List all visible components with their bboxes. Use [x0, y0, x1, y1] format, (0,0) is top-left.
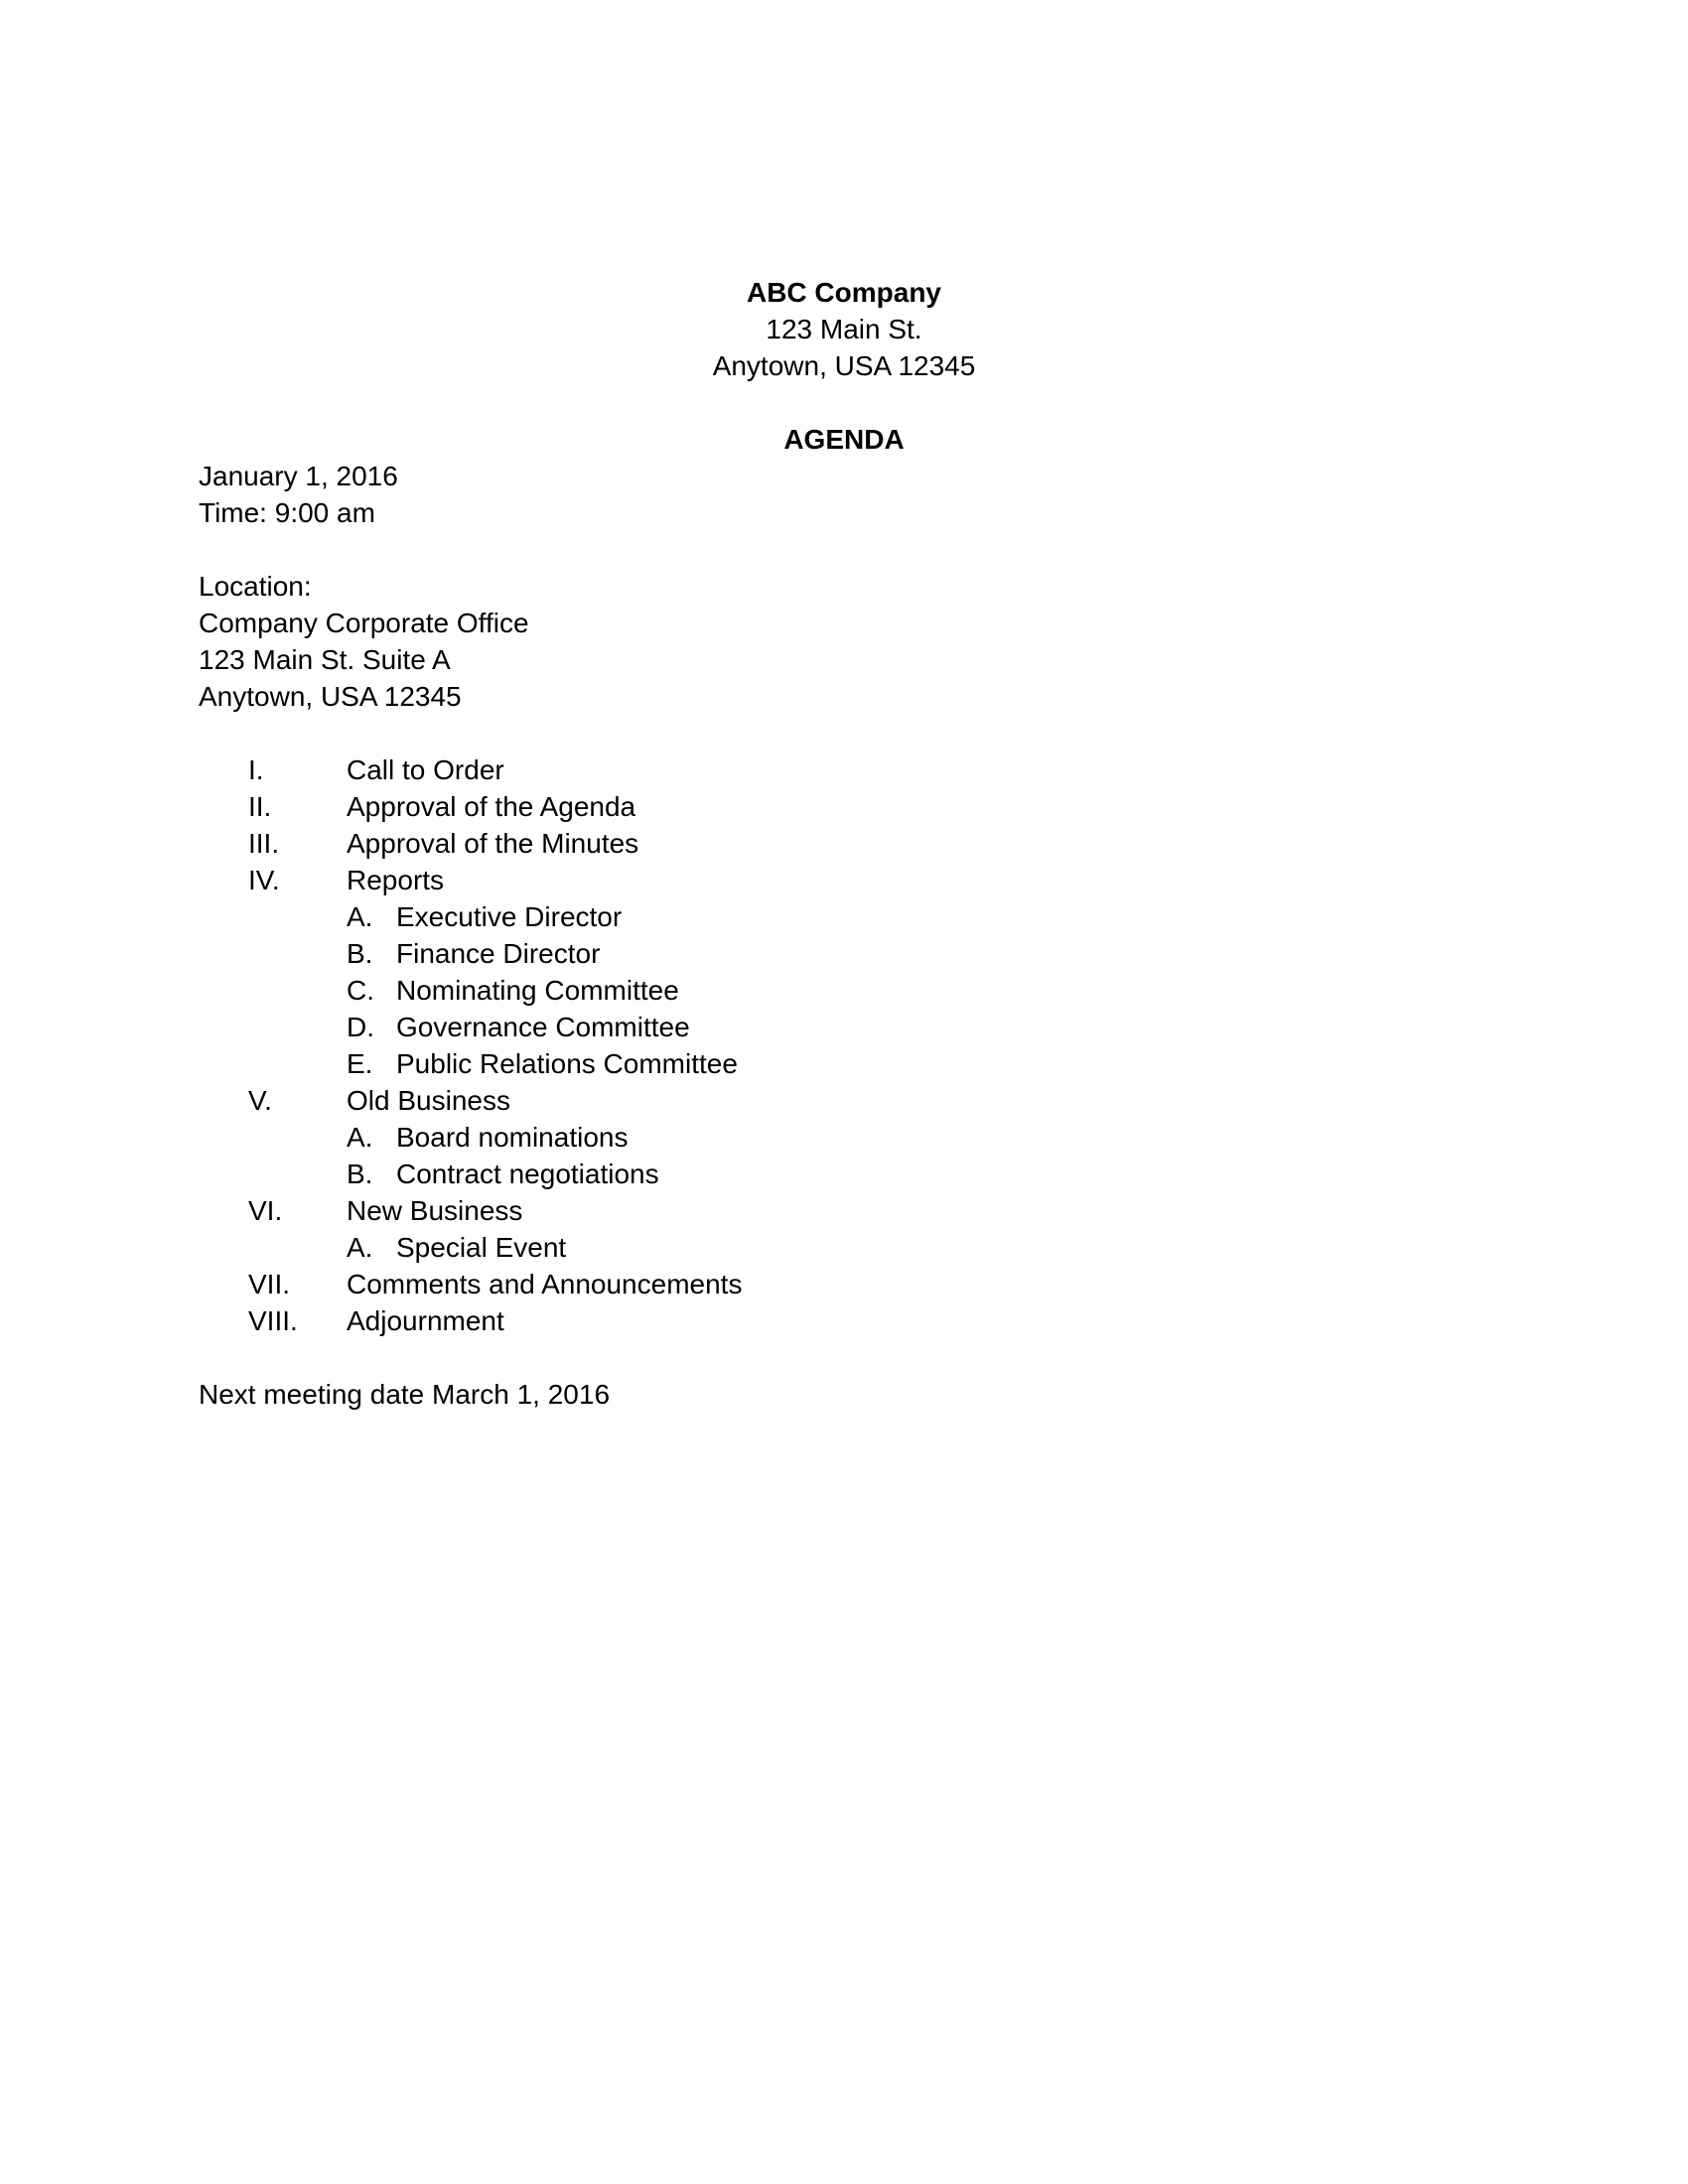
agenda-subitem-letter: E.: [347, 1048, 373, 1079]
agenda-subitem-letter: C.: [347, 975, 374, 1006]
agenda-subitem-letter: A.: [347, 901, 373, 932]
agenda-item-numeral: II.: [248, 791, 272, 822]
next-meeting-date: Next meeting date March 1, 2016: [199, 1379, 611, 1410]
location-name: Company Corporate Office: [199, 608, 529, 638]
agenda-subitem-letter: A.: [347, 1122, 373, 1153]
agenda-subitem-letter: A.: [347, 1232, 373, 1263]
agenda-item-text: Old Business: [347, 1085, 510, 1116]
agenda-item-numeral: III.: [248, 828, 280, 859]
agenda-subitem-text: Contract negotiations: [396, 1159, 659, 1189]
agenda-subitem-letter: D.: [347, 1012, 374, 1042]
agenda-subitem-letter: B.: [347, 938, 373, 969]
agenda-item-numeral: VIII.: [248, 1305, 298, 1336]
company-city: Anytown, USA 12345: [712, 350, 976, 381]
meeting-date: January 1, 2016: [199, 461, 398, 491]
company-name: ABC Company: [746, 277, 941, 308]
agenda-item-text: Comments and Announcements: [347, 1269, 743, 1299]
agenda-subitem-text: Governance Committee: [396, 1012, 690, 1042]
agenda-item-text: Approval of the Minutes: [347, 828, 639, 859]
agenda-item-numeral: VI.: [248, 1195, 283, 1226]
agenda-item-text: New Business: [347, 1195, 523, 1226]
agenda-item-numeral: IV.: [248, 865, 280, 895]
agenda-subitem-text: Nominating Committee: [396, 975, 679, 1006]
agenda-subitem-text: Executive Director: [396, 901, 623, 932]
agenda-item-text: Call to Order: [347, 754, 504, 785]
meeting-time: Time: 9:00 am: [199, 497, 375, 528]
agenda-subitem-text: Board nominations: [396, 1122, 629, 1153]
agenda-item-numeral: I.: [248, 754, 264, 785]
agenda-subitem-text: Finance Director: [396, 938, 601, 969]
agenda-title: AGENDA: [783, 424, 905, 455]
agenda-item-numeral: VII.: [248, 1269, 291, 1299]
company-street: 123 Main St.: [766, 314, 922, 344]
location-street: 123 Main St. Suite A: [199, 644, 451, 675]
agenda-item-text: Reports: [347, 865, 445, 895]
location-label: Location:: [199, 571, 312, 602]
agenda-subitem-text: Special Event: [396, 1232, 567, 1263]
agenda-item-text: Adjournment: [347, 1305, 504, 1336]
agenda-subitem-text: Public Relations Committee: [396, 1048, 738, 1079]
agenda-item-text: Approval of the Agenda: [347, 791, 636, 822]
location-city: Anytown, USA 12345: [199, 681, 462, 712]
agenda-subitem-letter: B.: [347, 1159, 373, 1189]
agenda-item-numeral: V.: [248, 1085, 272, 1116]
